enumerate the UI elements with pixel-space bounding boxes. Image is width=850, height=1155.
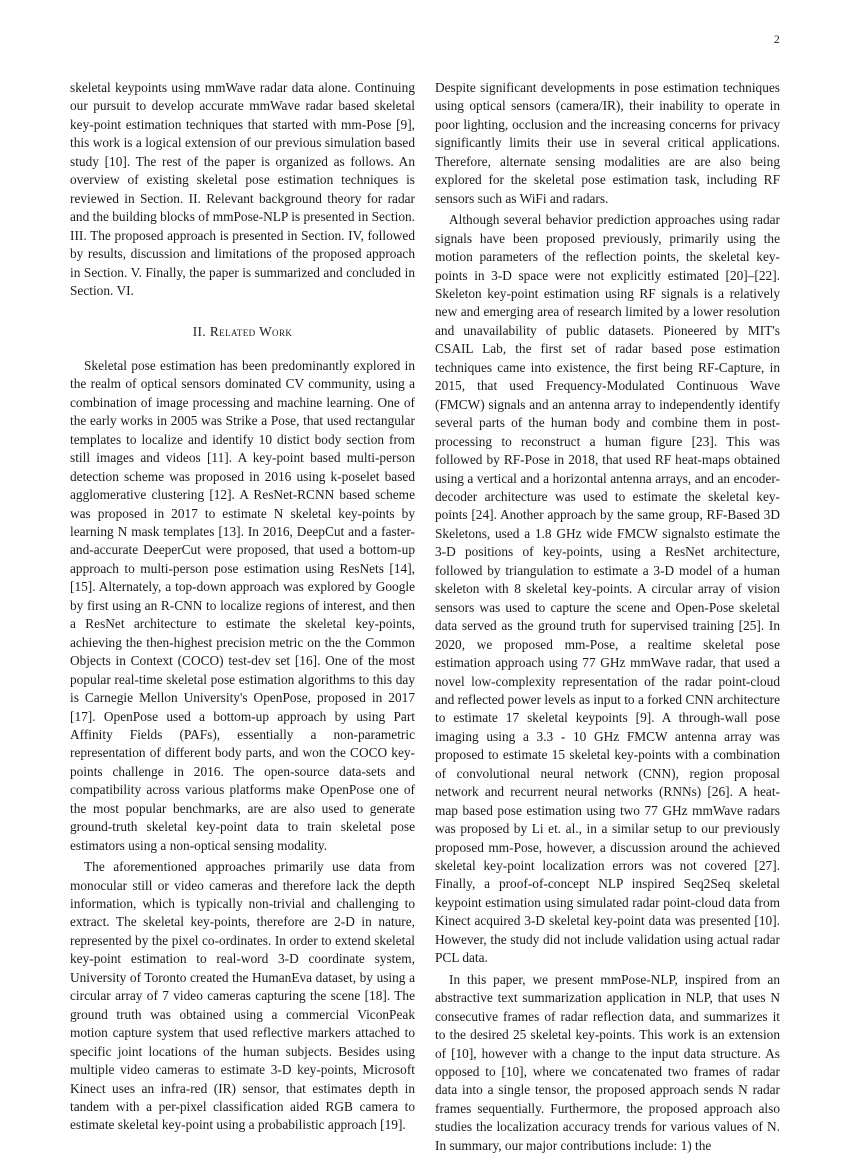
paragraph-this-paper: In this paper, we present mmPose-NLP, inspired from an abstractive text summarization application in NLP, that uses N consecutive frames of radar reflection data, and summarizes it to the desired 25 skeletal key-points. This work is an extension of [10], however with a change to the input data structure. As opposed to [10], where we concatenated two frames of radar data into a single tensor, the proposed approach sends N radar frames sequentially. Furthermore, the proposed approach also studies the localization accuracy trends for various values of N. In summary, our major contributions include: 1) the	[435, 971, 780, 1153]
paragraph-optical-limits: Despite significant developments in pose estimation techniques using optical sensors (camera/IR), their inability to operate in poor lighting, occlusion and the increasing concerns for privacy significantly limits their use in several critical applications. Therefore, alternate sensing modalities are are also being explored for the skeletal pose estimation task, including RF sensors such as WiFi and radars.	[435, 80, 780, 206]
section-heading-related-work: II. Related Work	[192, 324, 293, 340]
page-number: 2	[774, 34, 780, 46]
paragraph-related-work-1: Skeletal pose estimation has been predominantly explored in the realm of optical sensors dominated CV community, using a combination of image processing and machine learning. One of the early works in 2005 was Strike a Pose, that used rectangular templates to localize and identify 10 distict body section from still images and videos [11]. A key-point based multi-person detection scheme was proposed in 2016 using k-poselet based agglomerative clustering [12]. A ResNet-RCNN based scheme was proposed in 2017 to estimate N skeletal key-points by learning N mask templates [13]. In 2016, DeepCut and a faster-and-accurate DeeperCut were proposed, that used a bottom-up approach to multi-person pose estimation using ResNets [14], [15]. Alternately, a top-down approach was explored by Google by first using an R-CNN to localize regions of interest, and then a ResNet architecture to estimate the skeletal key-points, achieving the then-highest precision metric on the the Common Objects in Context (COCO) test-dev set [16]. One of the most popular real-time skeletal pose estimation algorithms to this day is Carnegie Mellon University's OpenPose, proposed in 2017 [17]. OpenPose used a bottom-up approach by using Part Affinity Fields (PAFs), essentially a non-parametric representation of different body parts, and won the COCO key-points challenge in 2016. The open-source data-sets and compatibility across various platforms make OpenPose one of the most popular benchmarks, are are also used to generate ground-truth skeletal key-point data to train skeletal pose estimators using a non-optical sensing modality.	[70, 357, 415, 853]
paragraph-related-work-2: The aforementioned approaches primarily use data from monocular still or video cameras and therefore lack the depth information, which is typically non-trivial and challenging to extract. The skeletal key-points, therefore are 2-D in nature, represented by the pixel co-ordinates. In order to extend skeletal key-point estimation to real-word 3-D coordinate system, University of Toronto created the HumanEva dataset, by using a circular array of 7 video cameras capturing the scene [18]. The ground truth was obtained using a commercial ViconPeak motion capture system that used reflective markers attached to specific joint locations of the human subjects. Besides using multiple video cameras to estimate 3-D key-points, Microsoft Kinect uses an infra-red (IR) sensor, that estimates depth in tandem with a per-pixel classification aided RGB camera to estimate skeletal key-point using a probabilistic approach [19].	[70, 859, 415, 1133]
left-column	[70, 79, 415, 1135]
paragraph-intro-end: skeletal keypoints using mmWave radar data alone. Continuing our pursuit to develop accurate mmWave radar based skeletal key-point estimation techniques that started with mm-Pose [9], this work is a logical extension of our previous simulation based study [10]. The rest of the paper is organized as follows. An overview of existing skeletal pose estimation techniques is reviewed in Section. II. Relevant background theory for radar and the building blocks of mmPose-NLP is presented in Section. III. The proposed approach is presented in Section. IV, followed by results, discussion and limitations of the proposed approach in Section. V. Finally, the paper is summarized and concluded in Section. VI.	[70, 80, 415, 298]
right-column	[435, 79, 780, 1155]
paragraph-rf-approaches: Although several behavior prediction approaches using radar signals have been proposed previously, primarily using the motion parameters of the reflection points, the skeletal key-points in 3-D space were not explicitly estimated [20]–[22]. Skeleton key-point estimation using RF signals is a relatively new and emerging area of research limited by a lower resolution and unavailability of public datasets. Pioneered by MIT's CSAIL Lab, the first set of radar based pose estimation techniques came into existence, the first being RF-Capture, in 2015, that used Frequency-Modulated Continuous Wave (FMCW) signals and an antenna array to independently identify several parts of the human body and combine them in post-processing to reconstruct a human figure [23]. This was followed by RF-Pose in 2018, that used RF heat-maps obtained using a vertical and a horizontal antenna arrays, and an encoder-decoder architecture was used to estimate the skeletal key-points [24]. Another approach by the same group, RF-Based 3D Skeletons, used a 1.8 GHz wide FMCW signalsto estimate the 3-D positions of key-points, using a ResNet architecture, followed by triangulation to estimate a 3-D model of a human skeleton with 8 skeletal key-points. A circular array of vision sensors was used to capture the scene and Open-Pose skeletal data served as the ground truth for supervised training [25]. In 2020, we proposed mm-Pose, a realtime skeletal pose estimation approach using 77 GHz mmWave radar, that used a novel low-complexity representation of the radar point-cloud and reflected power levels as input to a forked CNN architecture to estimate 17 skeletal keypoints [9]. A through-wall pose imaging using a 3.3 - 10 GHz FMCW antenna array was proposed to estimate 15 skeletal key-points with a combination of convolutional neural network (CNN), region proposal network and recurrent neural networks (RNNs) [26]. A heat-map based pose estimation using two 77 GHz mmWave radars was proposed by Li et. al., in a similar setup to our previously proposed mm-Pose, however, a discussion around the achieved skeletal key-point localization errors was not covered [27]. Finally, a proof-of-concept NLP inspired Seq2Seq skeletal keypoint estimation using simulated radar point-cloud data from Kinect acquired 3-D skeletal key-point data was presented [10]. However, the study did not include validation using actual radar PCL data.	[435, 212, 780, 966]
